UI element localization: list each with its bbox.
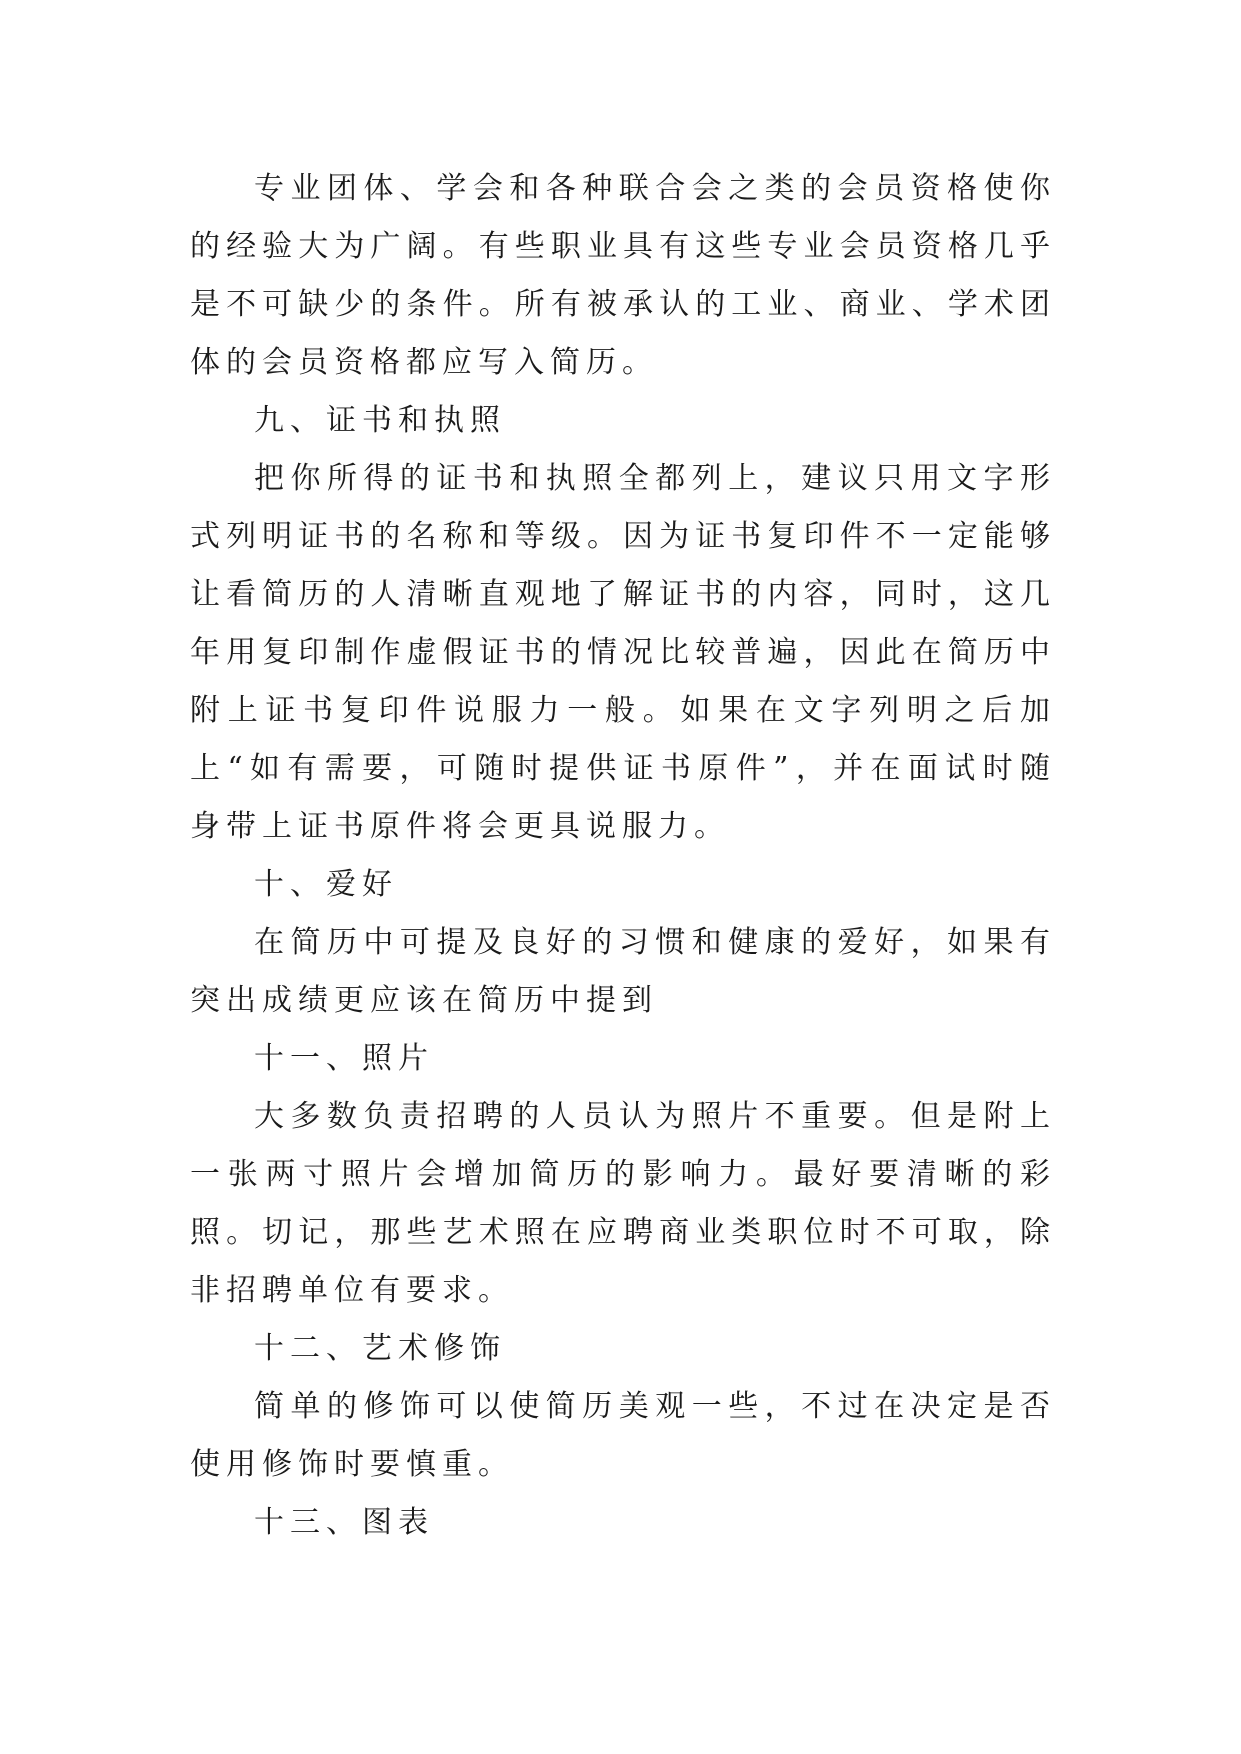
paragraph-photo: 大多数负责招聘的人员认为照片不重要。但是附上一张两寸照片会增加简历的影响力。最好要清晰的彩照。切记，那些艺术照在应聘商业类职位时不可取，除非招聘单位有要求。 bbox=[190, 1099, 1056, 1308]
paragraph-decoration: 简单的修饰可以使简历美观一些，不过在决定是否使用修饰时要慎重。 bbox=[190, 1389, 1056, 1482]
heading-hobbies: 十、爱好 bbox=[254, 867, 398, 902]
document-body bbox=[190, 160, 1056, 1552]
paragraph-hobbies: 在简历中可提及良好的习惯和健康的爱好，如果有突出成绩更应该在简历中提到 bbox=[190, 925, 1056, 1018]
heading-charts: 十三、图表 bbox=[254, 1505, 434, 1540]
heading-photo: 十一、照片 bbox=[254, 1041, 434, 1076]
heading-decoration: 十二、艺术修饰 bbox=[254, 1331, 506, 1366]
paragraph-membership: 专业团体、学会和各种联合会之类的会员资格使你的经验大为广阔。有些职业具有这些专业会员资格几乎是不可缺少的条件。所有被承认的工业、商业、学术团体的会员资格都应写入简历。 bbox=[190, 171, 1056, 380]
heading-certificates: 九、证书和执照 bbox=[254, 403, 506, 438]
paragraph-certificates: 把你所得的证书和执照全都列上，建议只用文字形式列明证书的名称和等级。因为证书复印件不一定能够让看简历的人清晰直观地了解证书的内容，同时，这几年用复印制作虚假证书的情况比较普遍，因此在简历中附上证书复印件说服力一般。如果在文字列明之后加上“如有需要，可随时提供证书原件”，并在面试时随身带上证书原件将会更具说服力。 bbox=[190, 461, 1056, 844]
